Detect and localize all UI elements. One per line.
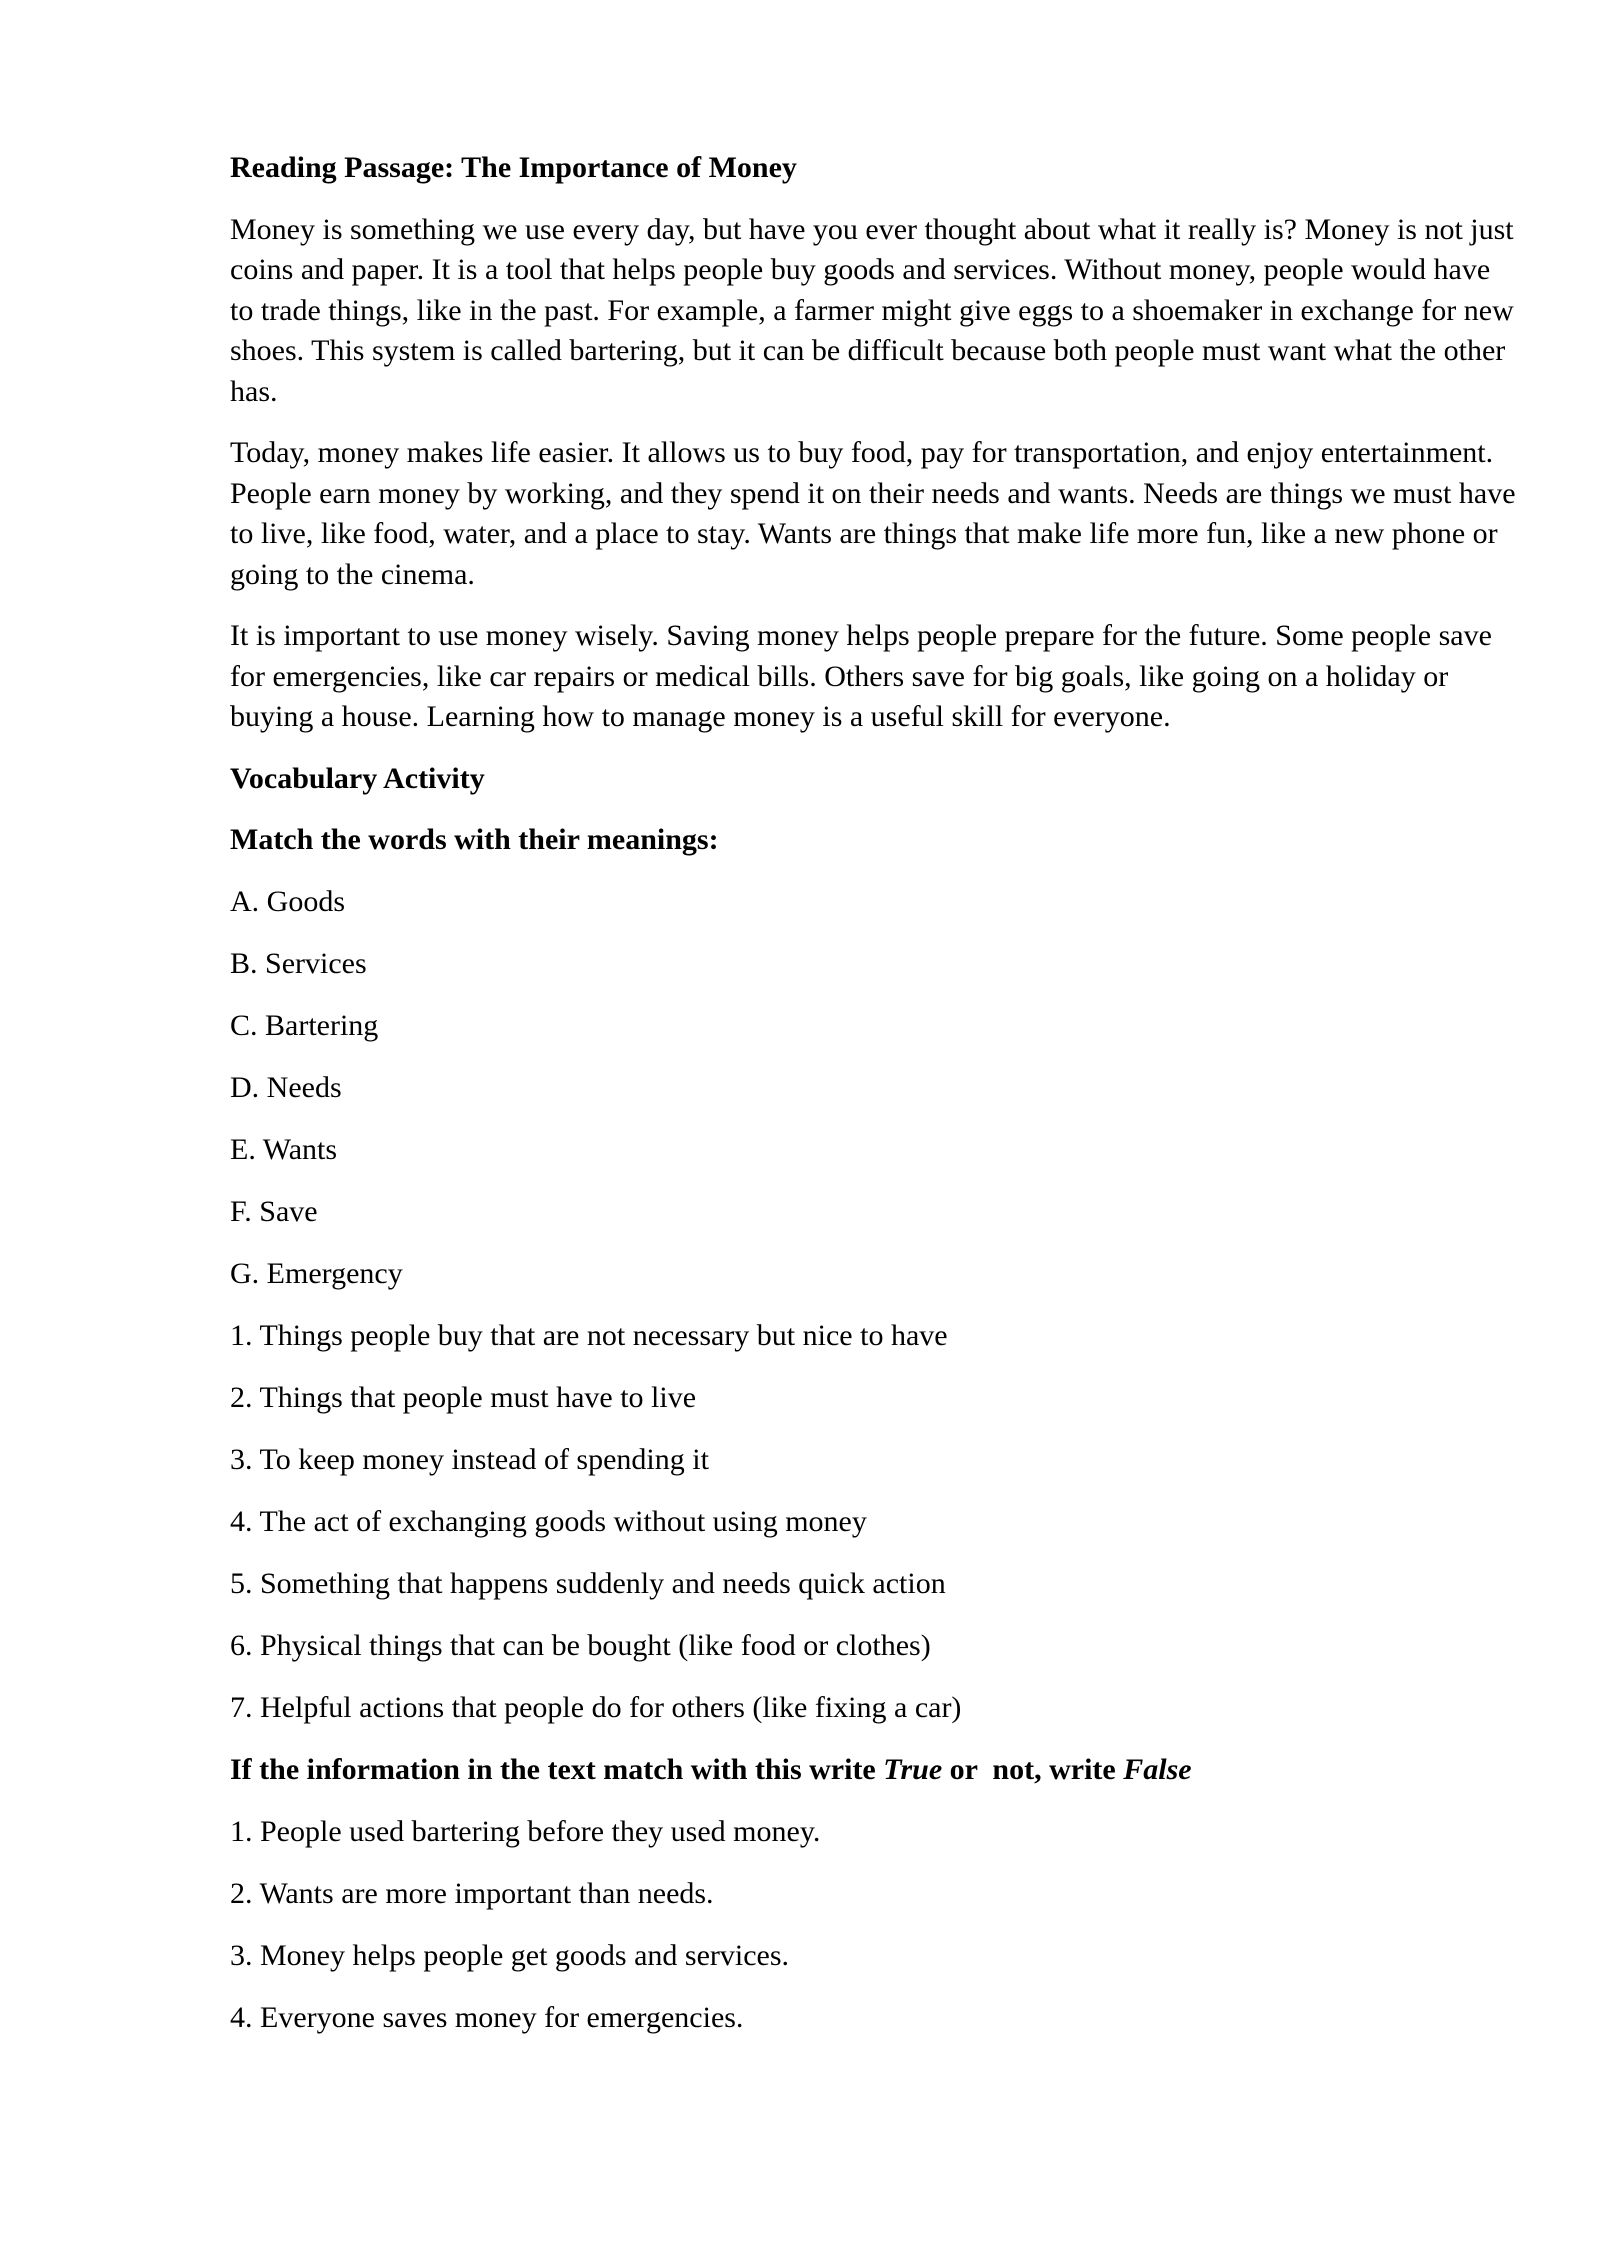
vocabulary-meaning: 1. Things people buy that are not necessary but nice to have [230,1318,948,1352]
true-word: True [883,1752,943,1786]
vocabulary-word: A. Goods [230,884,346,918]
passage-paragraph-2: Today, money makes life easier. It allows us to buy food, pay for transportation, and enjoy entertainment. People earn money by working, and they spend it on their needs and wants. Needs are things we must have to live, like food, water, and a place to stay. Wants are things that make life more fun, like a new phone or going to the cinema. [230,436,1516,591]
vocabulary-meaning: 5. Something that happens suddenly and needs quick action [230,1566,946,1600]
vocabulary-word: G. Emergency [230,1256,403,1290]
true-false-statement: 2. Wants are more important than needs. [230,1876,714,1910]
true-false-instruction-part2: or not, write [942,1752,1124,1786]
vocabulary-meaning: 7. Helpful actions that people do for others (like fixing a car) [230,1690,962,1724]
vocabulary-meaning: 3. To keep money instead of spending it [230,1442,709,1476]
passage-paragraph-3: It is important to use money wisely. Saving money helps people prepare for the future. Some people save for emergencies, like car repairs or medical bills. Others save for big goals, like going on a holiday or buying a house. Learning how to manage money is a useful skill for everyone. [230,619,1492,733]
true-false-instruction-part1: If the information in the text match with this write [230,1752,884,1786]
vocabulary-word: B. Services [230,946,367,980]
passage-title: Reading Passage: The Importance of Money [230,151,797,184]
true-false-statement: 4. Everyone saves money for emergencies. [230,2000,744,2034]
vocabulary-title: Vocabulary Activity [230,761,485,795]
vocabulary-meaning: 6. Physical things that can be bought (like food or clothes) [230,1628,931,1662]
vocabulary-meaning: 2. Things that people must have to live [230,1380,697,1414]
vocabulary-word: E. Wants [230,1132,338,1166]
true-false-statement: 3. Money helps people get goods and services. [230,1938,790,1972]
document-page [230,148,1520,2060]
vocabulary-word: F. Save [230,1194,318,1228]
vocabulary-word: C. Bartering [230,1008,379,1042]
vocabulary-instruction: Match the words with their meanings: [230,823,719,856]
false-word: False [1123,1752,1192,1786]
vocabulary-word: D. Needs [230,1070,342,1104]
true-false-instruction [230,1750,1520,1791]
true-false-statement: 1. People used bartering before they used money. [230,1814,821,1848]
passage-paragraph-1: Money is something we use every day, but have you ever thought about what it really is? Money is not just coins and paper. It is a tool that helps people buy goods and services. Without money, people would have to trade things, like in the past. For example, a farmer might give eggs to a shoemaker in exchange for new shoes. This system is called bartering, but it can be difficult because both people must want what the other has. [230,212,1514,408]
vocabulary-meaning: 4. The act of exchanging goods without using money [230,1504,867,1538]
